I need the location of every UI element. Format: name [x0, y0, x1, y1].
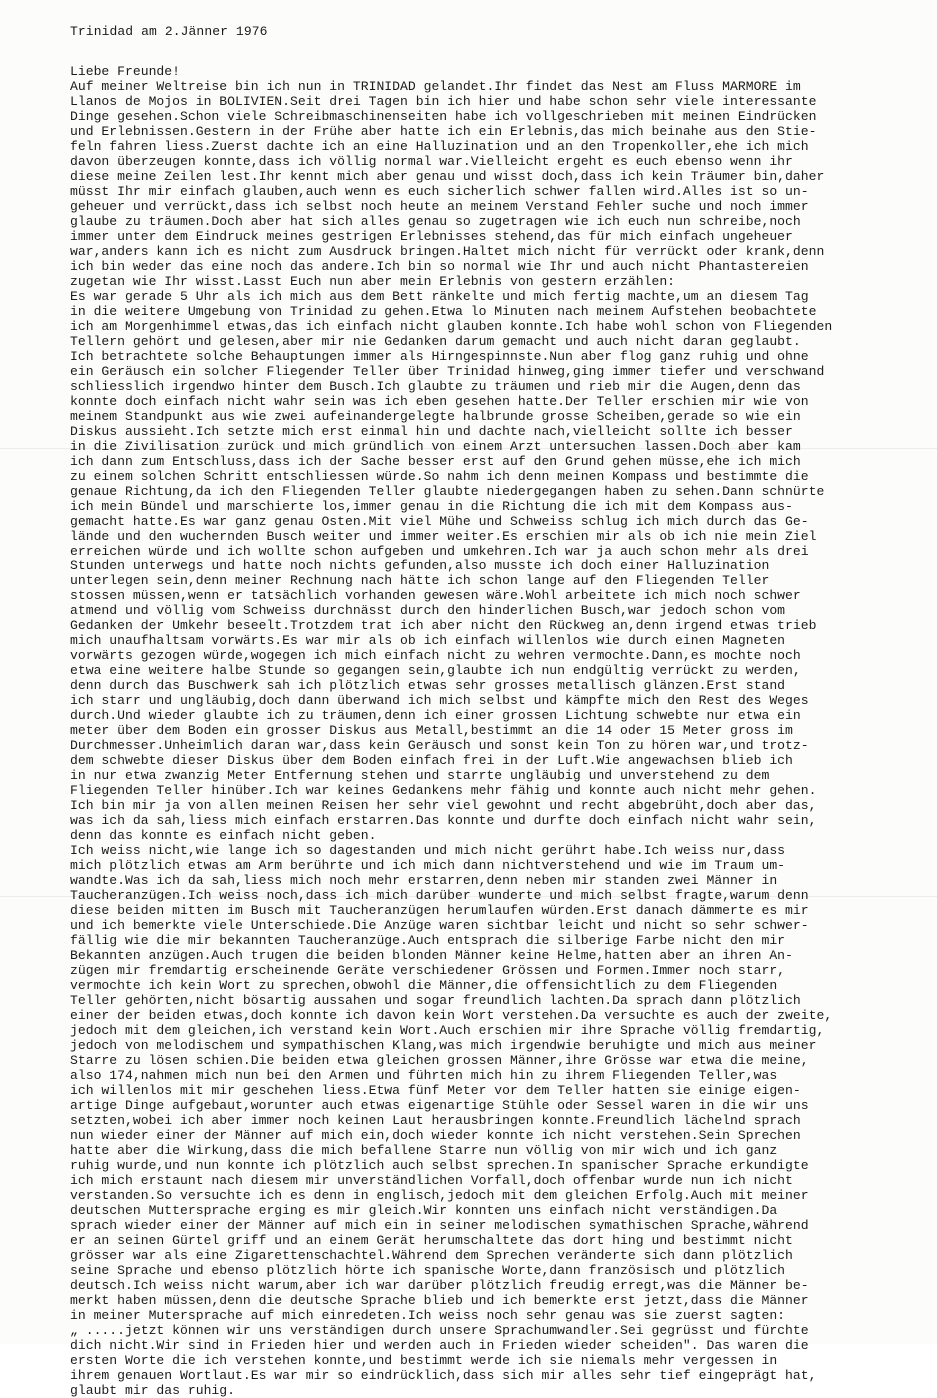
letter-line: dem schwebte dieser Diskus über dem Boden einfach frei in der Luft.Wie angewachsen blieb ich: [70, 753, 793, 769]
letter-line: Teller gehörten,nicht bösartig aussahen und sogar freundlich lachten.Da sprach dann plötzlich: [70, 993, 801, 1009]
letter-line: denn das konnte es einfach nicht geben.: [70, 828, 377, 844]
letter-line: zugetan wie Ihr wisst.Lasst Euch nun aber mein Erlebnis von gestern erzählen:: [70, 273, 676, 289]
letter-line: ein Geräusch ein solcher Fliegender Teller über Trinidad hinweg,ging immer tiefer und verschwand: [70, 363, 825, 379]
letter-line: „ .....jetzt können wir uns verständigen durch unsere Sprachumwandler.Sei gegrüsst und fürchte: [70, 1322, 809, 1338]
letter-line: in nur etwa zwanzig Meter Entfernung stehen und starrte ungläubig und unverstehend zu dem: [70, 768, 770, 784]
letter-line: unterlegen sein,denn meiner Rechnung nach hätte ich schon lange auf den Fliegenden Teller: [70, 573, 770, 589]
letter-line: nun wieder einer der Männer auf mich ein,doch wieder konnte ich nicht verstehen.Sein Sprechen: [70, 1127, 801, 1143]
letter-line: vorwärts gezogen würde,wogegen ich mich einfach nicht zu wehren vermochte.Dann,es mochte noch: [70, 648, 801, 664]
letter-line: Taucheranzügen.Ich weiss noch,dass ich mich darüber wunderte und mich selbst fragte,warum denn: [70, 888, 809, 904]
letter-line: ich mich erstaunt nach diesem mir unverständlichen Vorfall,doch offenbar wurde nun ich nicht: [70, 1172, 793, 1188]
letter-line: Tellern gehört und gelesen,aber mir nie Gedanken darum gemacht und auch nicht daran geglaubt.: [70, 333, 801, 349]
letter-line: diese beiden mitten im Busch mit Taucheranzügen herumlaufen würden.Erst danach dämmerte es mir: [70, 903, 809, 919]
letter-line: ich dann zum Entschluss,dass ich der Sache besser erst auf den Grund gehen müsse,ehe ich mich: [70, 453, 801, 469]
letter-line: in meiner Mutersprache auf mich einredeten.Ich weiss noch sehr genau was sie zuerst sagten:: [70, 1307, 786, 1323]
letter-line: einer der beiden etwas,doch konnte ich davon kein Wort verstehen.Da versuchte es auch der zweite,: [70, 1008, 833, 1024]
letter-line: denn durch das Buschwerk sah ich plötzlich etwas sehr grosses metallisch glänzen.Erst stand: [70, 678, 786, 694]
letter-line: gemacht hatte.Es war ganz genau Osten.Mit viel Mühe und Schweiss schlug ich mich durch das Ge-: [70, 513, 809, 529]
letter-line: immer unter dem Eindruck meines gestrigen Erlebnisses stehend,das für mich einfach ungeheuer: [70, 228, 793, 244]
letter-line: konnte doch einfach nicht wahr sein was ich eben gesehen hatte.Der Teller erschien mir wie von: [70, 393, 809, 409]
letter-line: Es war gerade 5 Uhr als ich mich aus dem Bett ränkelte und mich fertig machte,um an diesem Tag: [70, 288, 809, 304]
letter-line: lände und den wuchernden Busch weiter und immer weiter.Es erschien mir als ob ich nie mein Ziel: [70, 528, 817, 544]
letter-line: Stunden unterwegs und hatte noch nichts gefunden,also musste ich doch einer Halluzination: [70, 558, 770, 574]
letter-line: war,anders kann ich es nicht zum Ausdruck bringen.Haltet mich nicht für verrückt oder krank,denn: [70, 243, 825, 259]
letter-line: Llanos de Mojos in BOLIVIEN.Seit drei Tagen bin ich hier und habe schon sehr viele interessante: [70, 93, 817, 109]
letter-line: glaubt mir das ruhig.: [70, 1382, 236, 1398]
letter-line: Auf meiner Weltreise bin ich nun in TRINIDAD gelandet.Ihr findet das Nest am Fluss MARMORE im: [70, 78, 801, 94]
letter-line: und Erlebnissen.Gestern in der Frühe aber hatte ich ein Erlebnis,das mich beinahe aus den Stie-: [70, 123, 817, 139]
letter-line: Ich weiss nicht,wie lange ich so dagestanden und mich nicht gerührt habe.Ich weiss nur,dass: [70, 843, 786, 859]
letter-line: in die weitere Umgebung von Trinidad zu gehen.Etwa lo Minuten nach meinem Aufstehen beobachtete: [70, 303, 817, 319]
letter-line: Fliegenden Teller hinüber.Ich war keines Gedankens mehr fähig und konnte auch nicht mehr gehen.: [70, 783, 817, 799]
letter-line: jedoch von melodischem und sympathischen Klang,was mich irgendwie beruhigte und mich aus meiner: [70, 1037, 817, 1053]
letter-line: Gedanken der Umkehr beseelt.Trotzdem trat ich aber nicht den Rückweg an,denn irgend etwas trieb: [70, 618, 817, 634]
letter-line: müsst Ihr mir einfach glauben,auch wenn es euch sicherlich schwer fallen wird.Alles ist so un-: [70, 183, 809, 199]
letter-line: ruhig wurde,und nun konnte ich plötzlich auch selbst sprechen.In spanischer Sprache erkundigte: [70, 1157, 809, 1173]
letter-line: und ich bemerkte viele Unterschiede.Die Anzüge waren sichtbar leicht und nicht so sehr schwer-: [70, 918, 809, 934]
letter-line: glaube zu träumen.Doch aber hat sich alles genau so zugetragen wie ich euch nun schreibe,noch: [70, 213, 801, 229]
letter-line: was ich da sah,liess mich einfach erstarren.Das konnte und durfte doch einfach nicht wahr sein,: [70, 813, 817, 829]
letter-line: also 174,nahmen mich nun bei den Armen und führten mich hin zu ihrem Fliegenden Teller,was: [70, 1067, 778, 1083]
letter-line: sprach wieder einer der Männer auf mich ein in seiner melodischen symathischen Sprache,während: [70, 1217, 809, 1233]
letter-line: durch.Und wieder glaubte ich zu träumen,denn ich einer grossen Lichtung schwebte nur etwa ein: [70, 708, 801, 724]
letter-line: Liebe Freunde!: [70, 64, 181, 79]
letter-line: jedoch mit dem gleichen,ich verstand kein Wort.Auch erschien mir ihre Sprache völlig fremdartig,: [70, 1023, 825, 1038]
letter-line: Diskus aussieht.Ich setzte mich erst einmal hin und dachte nach,vielleicht sollte ich besser: [70, 423, 793, 439]
letter-line: Ich betrachtete solche Behauptungen immer als Hirngespinnste.Nun aber flog ganz ruhig und ohne: [70, 348, 809, 364]
letter-line: grösser war als eine Zigarettenschachtel.Während dem Sprechen veränderte sich dann plötzlich: [70, 1247, 793, 1263]
letter-line: ich mein Bündel und marschierte los,immer genau in die Richtung die ich mit dem Kompass aus-: [70, 498, 793, 514]
letter-line: meter über dem Boden ein grosser Diskus aus Metall,bestimmt an die 14 oder 15 Meter gross im: [70, 723, 793, 739]
letter-line: mich plötzlich etwas am Arm berührte und ich mich dann nichtverstehend und wie im Traum um-: [70, 858, 786, 874]
letter-line: zügen mir fremdartig erscheinende Geräte verschiedener Grössen und Formen.Immer noch starr,: [70, 963, 786, 979]
letter-line: geheuer und verrückt,dass ich selbst noch heute an meinem Verstand Fehler suche und noch immer: [70, 198, 809, 214]
letter-line: ersten Worte die ich verstehen konnte,und bestimmt werde ich sie niemals mehr vergessen in: [70, 1352, 778, 1368]
letter-line: ich starr und ungläubig,doch dann überwand ich mich selbst und kämpfte mich den Rest des Weges: [70, 693, 809, 709]
letter-line: Starre zu lösen schien.Die beiden etwa gleichen grossen Männer,ihre Grösse war etwa die meine,: [70, 1052, 809, 1068]
letter-line: davon überzeugen konnte,dass ich völlig normal war.Vielleicht ergeht es euch ebenso wenn ihr: [70, 153, 793, 169]
letter-line: ich bin weder das eine noch das andere.Ich bin so normal wie Ihr und auch nicht Phantastereien: [70, 258, 809, 274]
letter-line: dich nicht.Wir sind in Frieden hier und werden auch in Frieden wieder scheiden". Das waren die: [70, 1337, 809, 1353]
letter-line: zu einem solchen Schritt entschliessen würde.So nahm ich denn meinen Kompass und bestimmte die: [70, 468, 809, 484]
letter-line: Ich bin mir ja von allen meinen Reisen her sehr viel gewohnt und recht abgebrüht,doch aber das,: [70, 798, 817, 814]
letter-line: diese meine Zeilen lest.Ihr kennt mich aber genau und wisst doch,dass ich kein Träumer bin,daher: [70, 168, 825, 184]
letter-line: mich unaufhaltsam vorwärts.Es war mir als ob ich einfach willenlos wie durch einen Magneten: [70, 633, 786, 649]
letter-line: feln fahren liess.Zuerst dachte ich an eine Halluzination und an den Tropenkoller,ehe ich mich: [70, 138, 809, 154]
letter-line: ihrem genauen Wortlaut.Es war mir so eindrücklich,dass sich mir alles sehr tief eingeprägt hat,: [70, 1367, 817, 1383]
letter-line: deutsch.Ich weiss nicht warum,aber ich war darüber plötzlich freudig erregt,was die Männer be-: [70, 1277, 809, 1293]
letter-line: genaue Richtung,da ich den Fliegenden Teller glaubte niedergegangen haben zu sehen.Dann schnürte: [70, 483, 825, 499]
letter-line: Bekannten anzügen.Auch trugen die beiden blonden Männer keine Helme,hatten aber an ihren An-: [70, 948, 793, 964]
letter-line: wandte.Was ich da sah,liess mich noch mehr erstarren,denn neben mir standen zwei Männer in: [70, 873, 778, 889]
letter-line: fällig wie die mir bekannten Taucheranzüge.Auch entsprach die silberige Farbe nicht den mir: [70, 933, 786, 949]
letter-line: merkt haben müssen,denn die deutsche Sprache blieb und ich bemerkte erst jetzt,dass die Männer: [70, 1292, 809, 1308]
letter-line: etwa eine weitere halbe Stunde so gegangen sein,glaubte ich nun endgültig verrückt zu werden,: [70, 663, 801, 679]
letter-line: vermochte ich kein Wort zu sprechen,obwohl die Männer,die offensichtlich zu dem Fliegenden: [70, 978, 778, 994]
letter-line: meinem Standpunkt aus wie zwei aufeinandergelegte halbrunde grosse Scheiben,gerade so wie ein: [70, 408, 801, 424]
letter-line: hatte aber die Wirkung,dass die mich befallene Starre nun völlig von mir wich und ich ganz: [70, 1142, 778, 1158]
letter-line: erreichen würde und ich wollte schon aufgeben und umkehren.Ich war ja auch schon mehr als drei: [70, 543, 809, 559]
letter-line: atmend und völlig vom Schweiss durchnässt durch den hinderlichen Busch,war jedoch schon vom: [70, 603, 786, 619]
letter-line: stossen müssen,wenn er tatsächlich vorhanden gewesen wäre.Wohl arbeitete ich mich noch schwer: [70, 588, 801, 604]
letter-line: seine Sprache und ebenso plötzlich hörte ich spanische Worte,dann französisch und plötzlich: [70, 1262, 786, 1278]
letter-line: schliesslich irgendwo hinter dem Busch.Ich glaubte zu träumen und rieb mir die Augen,denn das: [70, 378, 801, 394]
letter-line: verstanden.So versuchte ich es denn in englisch,jedoch mit dem gleichen Erfolg.Auch mit meiner: [70, 1187, 809, 1203]
letter-line: Durchmesser.Unheimlich daran war,dass kein Geräusch und sonst kein Ton zu hören war,und trotz-: [70, 738, 809, 754]
letter-dateline: Trinidad am 2.Jänner 1976: [70, 24, 268, 39]
letter-line: er an seinen Gürtel griff und an einem Gerät herumschaltete das dort hing und bestimmt nicht: [70, 1232, 793, 1248]
letter-line: setzten,wobei ich aber immer noch keinen Laut herausbringen konnte.Freundlich lächelnd sprach: [70, 1112, 801, 1128]
letter-body: [70, 64, 910, 1398]
letter-line: in die Zivilisation zurück und mich gründlich von einem Arzt untersuchen lassen.Doch aber kam: [70, 438, 801, 454]
letter-line: ich am Morgenhimmel etwas,das ich einfach nicht glauben konnte.Ich habe wohl schon von Fliegenden: [70, 318, 833, 334]
letter-line: Dinge gesehen.Schon viele Schreibmaschinenseiten habe ich vollgeschrieben mit meinen Eindrücken: [70, 108, 817, 124]
letter-line: artige Dinge aufgebaut,worunter auch etwas eigenartige Stühle oder Sessel waren in die wir uns: [70, 1097, 809, 1113]
letter-line: ich willenlos mit mir geschehen liess.Etwa fünf Meter vor dem Teller hatten sie einige eigen-: [70, 1082, 801, 1098]
letter-line: deutschen Muttersprache erging es mir gleich.Wir konnten uns einfach nicht verständigen.Da: [70, 1202, 778, 1218]
